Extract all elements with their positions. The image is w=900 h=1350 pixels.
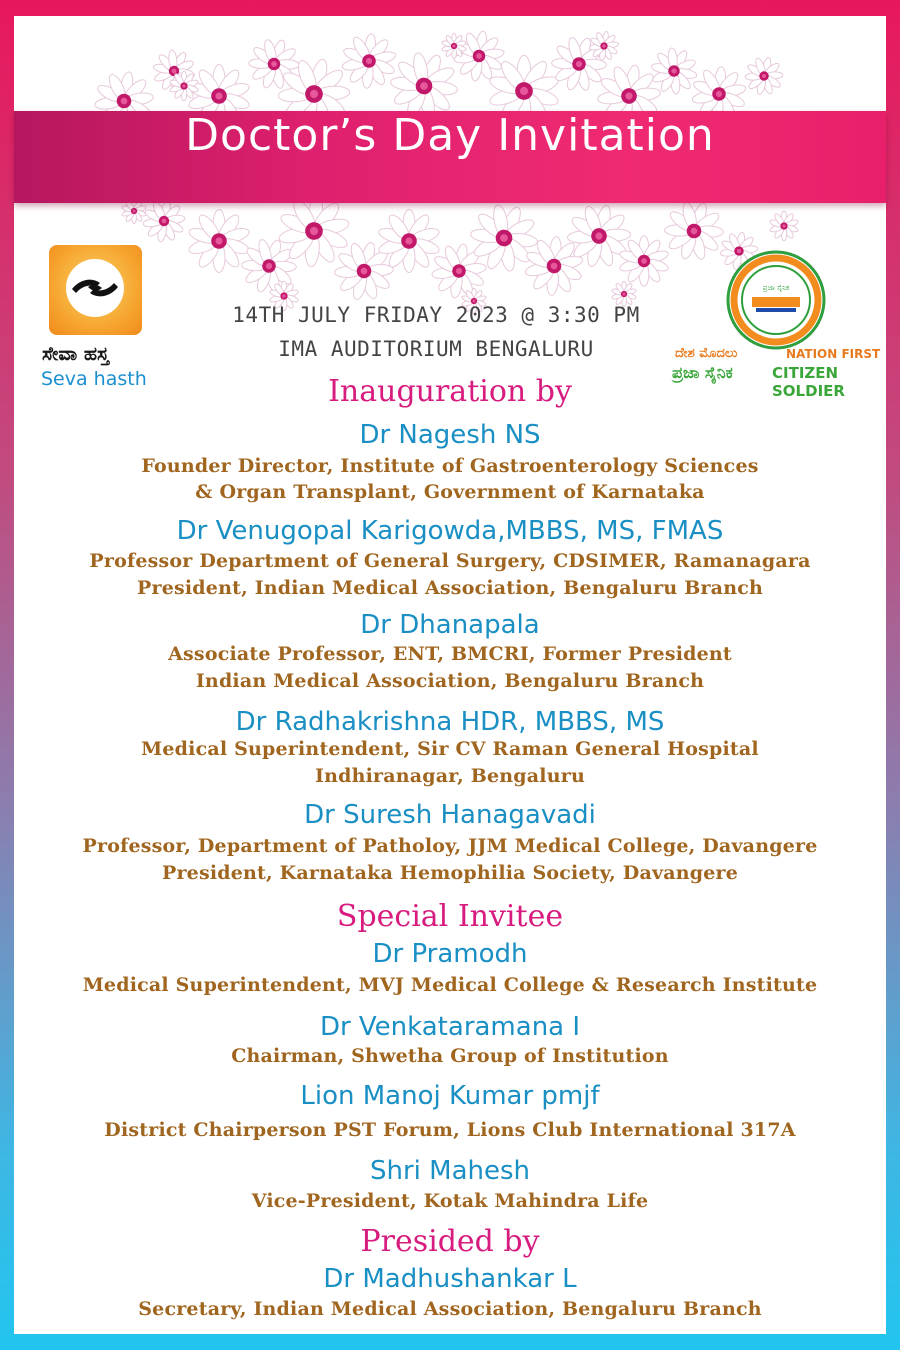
guest-designation: Medical Superintendent, MVJ Medical College & Research Institute bbox=[82, 974, 818, 996]
section-heading: Presided by bbox=[360, 1224, 540, 1259]
guest-name: Dr Madhushankar L bbox=[323, 1264, 577, 1294]
section-heading: Special Invitee bbox=[336, 899, 564, 934]
guest-designation: Vice-President, Kotak Mahindra Life bbox=[251, 1190, 649, 1212]
guest-designation: Indian Medical Association, Bengaluru Branch bbox=[195, 670, 705, 692]
guest-designation: Chairman, Shwetha Group of Institution bbox=[231, 1045, 669, 1067]
guest-name: Lion Manoj Kumar pmjf bbox=[300, 1081, 600, 1111]
guest-designation: President, Indian Medical Association, Bengaluru Branch bbox=[137, 577, 763, 599]
guest-designation: Professor Department of General Surgery, CDSIMER, Ramanagara bbox=[89, 550, 811, 572]
guest-designation: & Organ Transplant, Government of Karnataka bbox=[195, 481, 705, 503]
invitation-title: Doctor’s Day Invitation bbox=[185, 110, 715, 161]
daisy-flower bbox=[741, 53, 788, 99]
guest-designation: Founder Director, Institute of Gastroenterology Sciences bbox=[141, 455, 759, 477]
guest-name: Dr Radhakrishna HDR, MBBS, MS bbox=[235, 707, 665, 737]
svg-text:ಪ್ರಜಾ ಸೈನಿಕ: ಪ್ರಜಾ ಸೈನಿಕ bbox=[762, 284, 790, 292]
daisy-flower bbox=[187, 210, 251, 273]
seva-hasth-name: Seva hasth bbox=[41, 368, 147, 390]
event-venue: IMA AUDITORIUM BENGALURU bbox=[278, 337, 594, 361]
event-datetime: 14TH JULY FRIDAY 2023 @ 3:30 PM bbox=[232, 303, 640, 327]
citizen-soldier-tagline: NATION FIRST bbox=[786, 347, 881, 361]
guest-designation: Indhiranagar, Bengaluru bbox=[315, 765, 585, 787]
daisy-flower bbox=[377, 210, 441, 273]
citizen-soldier-kannada-name: ಪ್ರಜಾ ಸೈನಿಕ bbox=[672, 363, 733, 382]
guest-name: Dr Dhanapala bbox=[360, 610, 540, 640]
guest-name: Dr Suresh Hanagavadi bbox=[304, 800, 596, 830]
citizen-soldier-kannada-tagline: ದೇಶ ಮೊದಲು bbox=[675, 346, 738, 361]
section-heading: Inauguration by bbox=[328, 374, 572, 409]
daisy-flower bbox=[139, 197, 188, 246]
daisy-flower bbox=[769, 211, 799, 240]
daisy-flower bbox=[656, 193, 732, 269]
guest-designation: Associate Professor, ENT, BMCRI, Former President bbox=[168, 643, 732, 665]
seva-hasth-kannada-name: ಸೇವಾ ಹಸ್ತ bbox=[42, 343, 109, 365]
guest-name: Dr Venugopal Karigowda,MBBS, MS, FMAS bbox=[176, 516, 724, 546]
guest-name: Shri Mahesh bbox=[369, 1156, 531, 1186]
guest-designation: Medical Superintendent, Sir CV Raman General Hospital bbox=[141, 738, 759, 760]
guest-name: Dr Pramodh bbox=[372, 939, 528, 969]
guest-name: Dr Venkataramana I bbox=[319, 1012, 581, 1042]
citizen-soldier-emblem-icon bbox=[726, 250, 826, 350]
guest-designation: District Chairperson PST Forum, Lions Club International 317A bbox=[104, 1119, 796, 1141]
citizen-soldier-name: CITIZEN SOLDIER bbox=[772, 364, 845, 400]
daisy-flower bbox=[339, 31, 399, 90]
daisy-flower bbox=[619, 236, 670, 286]
guest-designation: Secretary, Indian Medical Association, Bengaluru Branch bbox=[138, 1298, 762, 1320]
guest-designation: President, Karnataka Hemophilia Society, Davangere bbox=[161, 862, 739, 884]
guest-designation: Professor, Department of Patholoy, JJM Medical College, Davangere bbox=[82, 835, 818, 857]
guest-name: Dr Nagesh NS bbox=[359, 420, 541, 450]
